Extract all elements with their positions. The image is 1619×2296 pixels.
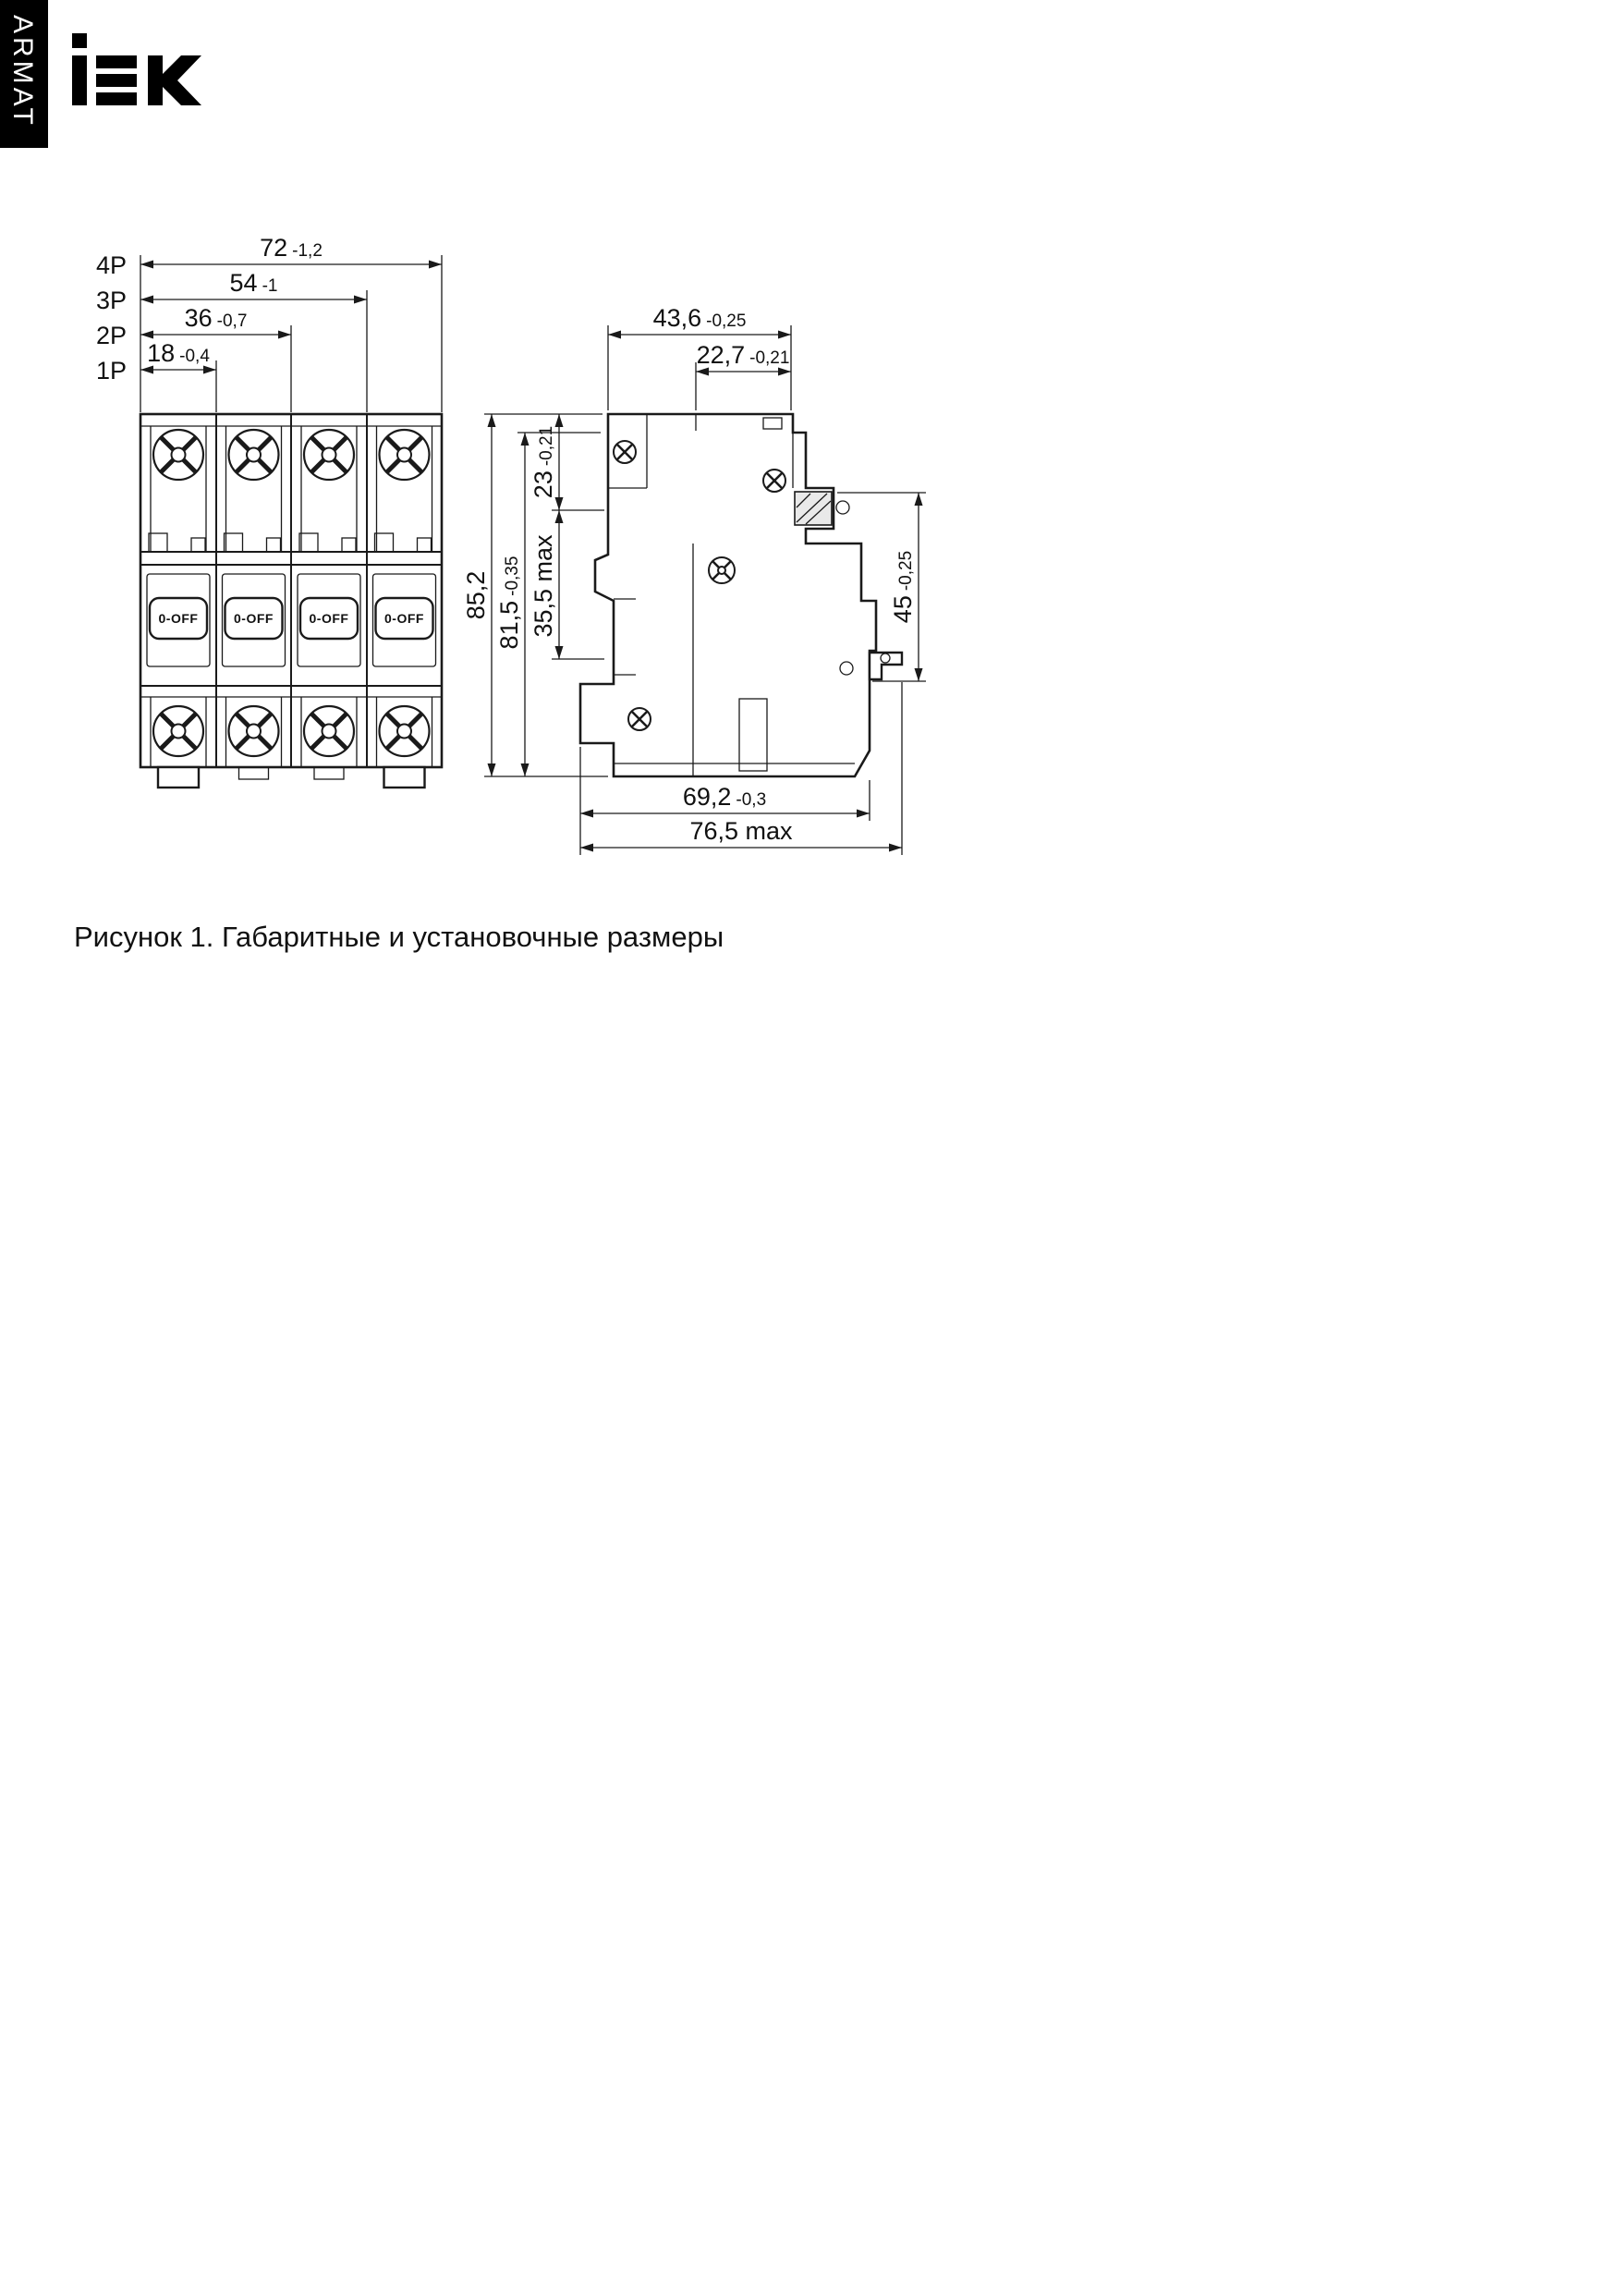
terminal-screw [304, 706, 354, 756]
terminal-screw [380, 430, 430, 480]
pole-label-4p: 4P [96, 251, 128, 279]
dim-height-body: 81,5-0,35 [495, 556, 523, 650]
dim-depth: 69,2 -0,3 [682, 783, 767, 811]
dim-height-total: 85,2 [462, 570, 490, 620]
din-clip [870, 653, 902, 679]
front-view-dimensions [96, 234, 442, 412]
dim-width-4p: 72 -1,2 [260, 234, 323, 262]
terminal-screw [229, 430, 279, 480]
logo-k [148, 55, 201, 105]
toggle-lever [150, 598, 207, 639]
front-view [140, 414, 442, 788]
toggle-lever [300, 598, 358, 639]
toggle-lever [225, 598, 283, 639]
iek-logo [72, 33, 201, 105]
dim-height-mid: 35,5 max [530, 534, 557, 638]
terminal-screw-side [763, 470, 785, 492]
dim-rear-height: 45-0,25 [889, 550, 917, 624]
dim-width-1p: 18 -0,4 [147, 339, 210, 367]
logo-e-bar [96, 92, 137, 105]
logo-i-stem [72, 55, 87, 105]
housing-rivet [709, 557, 735, 583]
toggle-label: 0-OFF [384, 611, 424, 626]
terminal-screw-side [628, 708, 651, 730]
dim-depth-max: 76,5 max [689, 817, 793, 845]
pole-label-2p: 2P [96, 322, 128, 349]
brand-strip-label: ARMAT [7, 15, 38, 128]
terminal-screw-side [614, 441, 636, 463]
breaker-side-body [580, 414, 876, 776]
terminal-screw [153, 430, 203, 480]
logo-e-bar [96, 74, 137, 87]
dim-top-width: 43,6 -0,25 [652, 304, 747, 332]
terminal-screw [380, 706, 430, 756]
toggle-lever [376, 598, 433, 639]
dim-height-upper: 23-0,21 [530, 425, 557, 499]
toggle-label: 0-OFF [309, 611, 349, 626]
pole-label-1p: 1P [96, 357, 128, 385]
terminal-screw [229, 706, 279, 756]
terminal-screw [153, 706, 203, 756]
dim-top-inner: 22,7 -0,21 [696, 341, 790, 369]
din-rail-section [795, 492, 832, 525]
dim-width-3p: 54 -1 [229, 269, 278, 297]
side-view [580, 414, 902, 776]
logo-e-bar [96, 55, 137, 68]
din-foot [384, 767, 425, 788]
brand-strip [0, 0, 48, 148]
terminal-screw [304, 430, 354, 480]
dim-width-2p: 36 -0,7 [184, 304, 248, 332]
toggle-label: 0-OFF [234, 611, 274, 626]
figure-caption: Рисунок 1. Габаритные и установочные размеры [74, 921, 724, 953]
din-foot [158, 767, 199, 788]
logo-i-dot [72, 33, 87, 48]
toggle-label: 0-OFF [158, 611, 199, 626]
pole-label-3p: 3P [96, 287, 128, 314]
